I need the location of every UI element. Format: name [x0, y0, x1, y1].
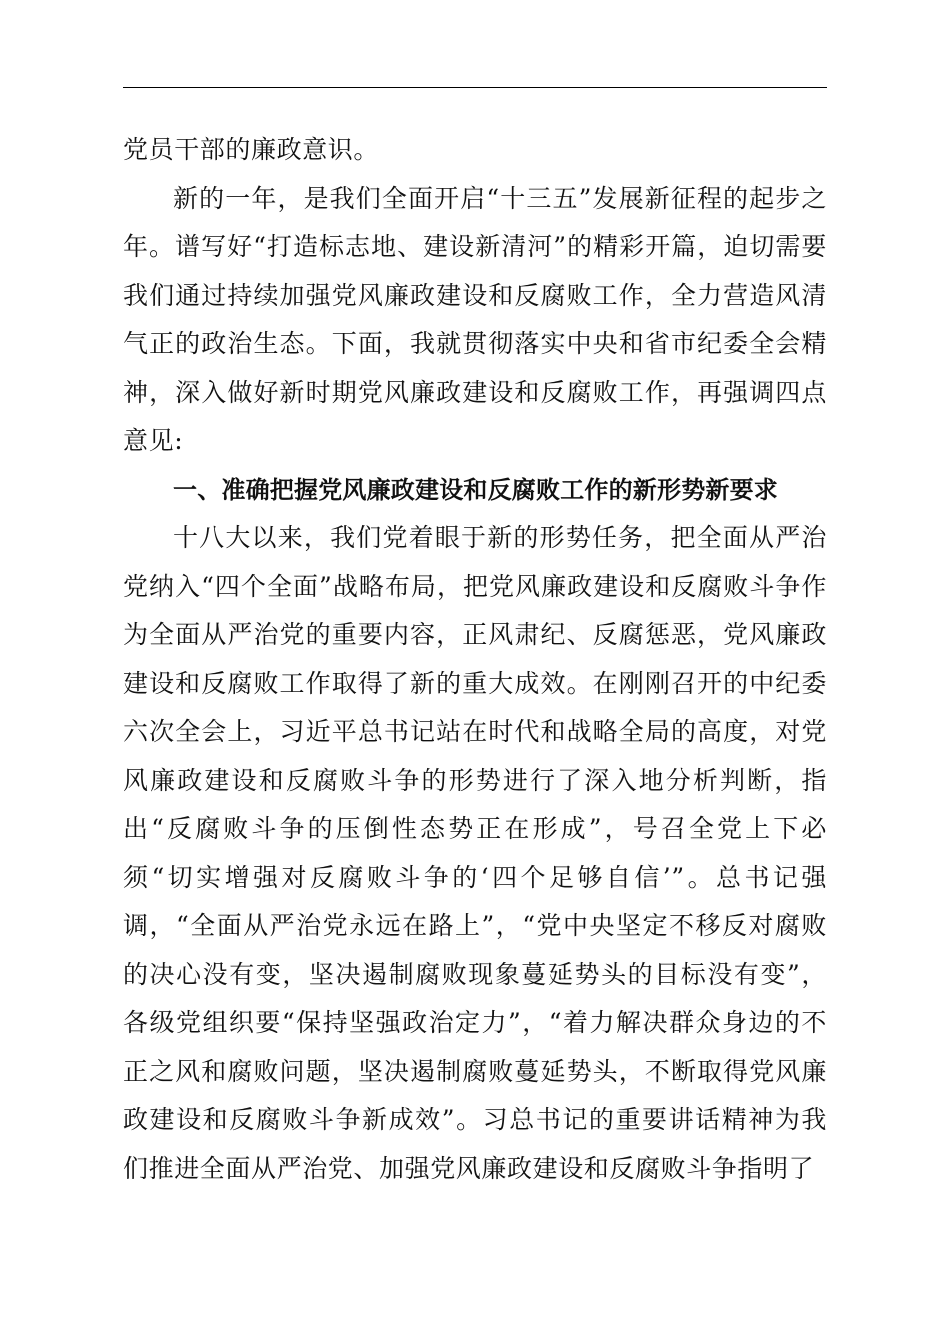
section-heading-1: 一、准确把握党风廉政建设和反腐败工作的新形势新要求	[173, 475, 778, 504]
header-rule	[123, 87, 827, 88]
paragraph-section-1: 十八大以来，我们党着眼于新的形势任务，把全面从严治党纳入“四个全面”战略布局，把党风廉政建设和反腐败斗争作为全面从严治党的重要内容，正风肃纪、反腐惩恶，党风廉政建设和反腐败工作取得了新的重大成效。在刚刚召开的中纪委六次全会上，习近平总书记站在时代和战略全局的高度，对党风廉政建设和反腐败斗争的形势进行了深入地分析判断，指出“反腐败斗争的压倒性态势正在形成”，号召全党上下必须“切实增强对反腐败斗争的‘四个足够自信’”。总书记强调，“全面从严治党永远在路上”，“党中央坚定不移反对腐败的决心没有变，坚决遏制腐败现象蔓延势头的目标没有变”，各级党组织要“保持坚强政治定力”，“着力解决群众身边的不正之风和腐败问题，坚决遏制腐败蔓延势头，不断取得党风廉政建设和反腐败斗争新成效”。习总书记的重要讲话精神为我们推进全面从严治党、加强党风廉政建设和反腐败斗争指明了	[123, 523, 827, 1183]
document-body	[123, 126, 827, 1193]
paragraph-intro: 新的一年，是我们全面开启“十三五”发展新征程的起步之年。谱写好“打造标志地、建设新清河”的精彩开篇，迫切需要我们通过持续加强党风廉政建设和反腐败工作，全力营造风清气正的政治生态。下面，我就贯彻落实中央和省市纪委全会精神，深入做好新时期党风廉政建设和反腐败工作，再强调四点意见:	[123, 183, 827, 455]
paragraph-continuation: 党员干部的廉政意识。	[123, 135, 380, 164]
